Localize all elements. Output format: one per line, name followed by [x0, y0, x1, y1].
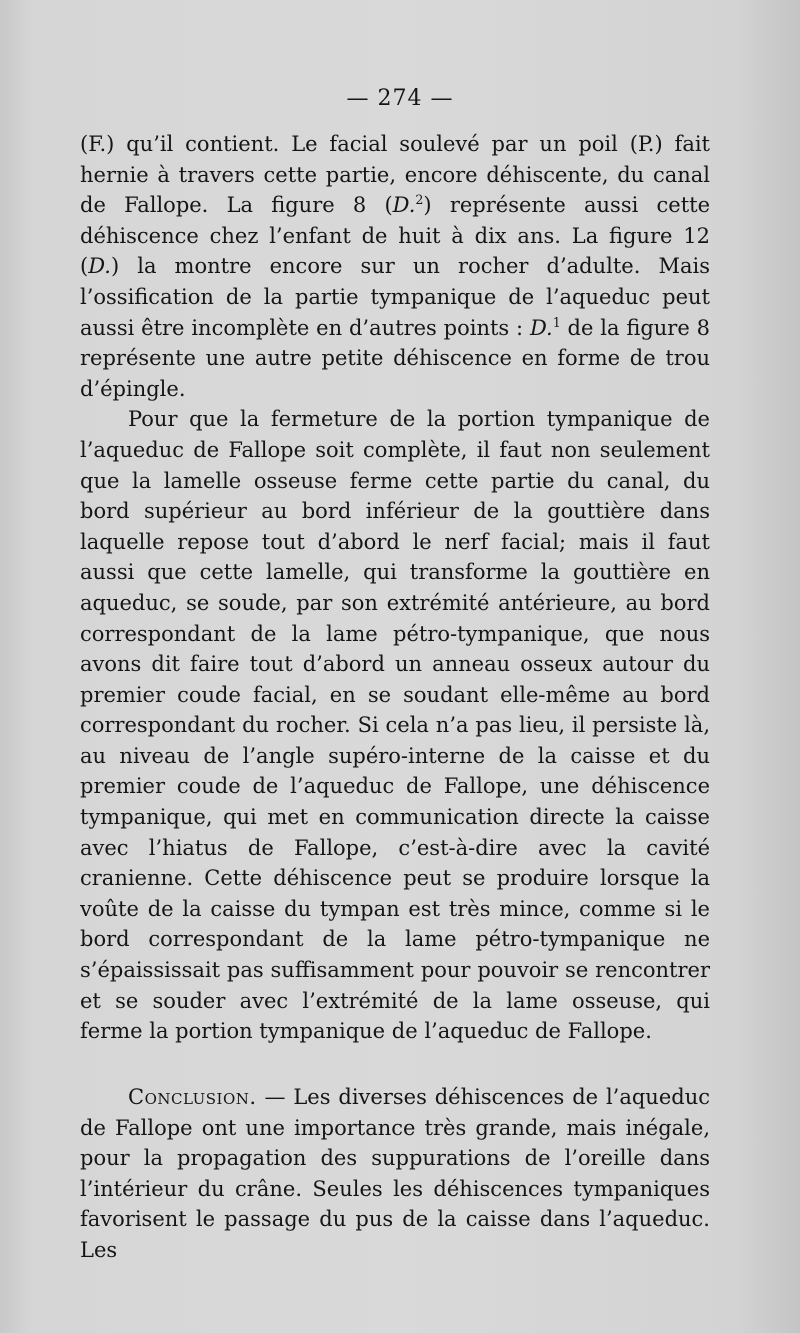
superscript-number: 1 — [552, 314, 561, 330]
figure-reference: D. — [529, 315, 553, 340]
figure-reference: D. — [88, 254, 111, 279]
conclusion-block — [80, 1082, 710, 1266]
main-text-block — [80, 129, 710, 1047]
figure-reference: D. — [392, 193, 416, 218]
text-run: — Les diverses déhiscences de l’aqueduc de Fallope ont une importance très grande, mais inégale, pour la propagation des suppurations de l’oreille dans l’intérieur du crâne. Seules les déhiscences tympaniques favorisent le passage du pus de la caisse dans l’aqueduc. Les — [80, 1085, 710, 1262]
paragraph-continuation — [80, 129, 710, 404]
text-run: ) la montre encore sur un rocher d’adulte. Mais l’ossification de la partie tympanique de l’aqueduc peut aussi être incomplète en d’autres points : — [80, 254, 710, 340]
text-run: ) représente aussi cette déhiscence chez l’enfant de huit à dix ans. La figure 12 ( — [80, 193, 711, 279]
text-run: (F.) qu’il contient. Le facial soulevé par un poil (P.) fait hernie à travers cette partie, encore déhiscente, du canal de Fallope. La figure 8 ( — [80, 132, 710, 218]
text-run: de la figure 8 représente une autre petite déhiscence en forme de trou d’épingle. — [80, 315, 710, 401]
page-number: — 274 — — [346, 86, 454, 111]
paragraph-fermeture: Pour que la fermeture de la portion tympanique de l’aqueduc de Fallope soit complète, il faut non seulement que la lamelle osseuse ferme cette partie du canal, du bord supérieur au bord inférieur de la gouttière dans laquelle repose tout d’abord le nerf facial; mais il faut aussi que cette lamelle, qui transforme la gouttière en aqueduc, se soude, par son extrémité antérieure, au bord correspondant de la lame pétro-tympanique, que nous avons dit faire tout d’abord un anneau osseux autour du premier coude facial, en se soudant elle-même au bord correspondant du rocher. Si cela n’a pas lieu, il persiste là, au niveau de l’angle supéro-interne de la caisse et du premier coude de l’aqueduc de Fallope, une déhiscence tympanique, qui met en communication directe la caisse avec l’hiatus de Fallope, c’est-à-dire avec la cavité cranienne. Cette déhiscence peut se produire lorsque la voûte de la caisse du tympan est très mince, comme si le bord correspondant de la lame pétro-tympanique ne s’épaississait pas suffisamment pour pouvoir se rencontrer et se souder avec l’extrémité de la lame osseuse, qui ferme la portion tympanique de l’aqueduc de Fallope. — [80, 407, 710, 1044]
paragraph-conclusion — [80, 1082, 710, 1266]
superscript-number: 2 — [415, 192, 424, 208]
conclusion-heading: Conclusion. — [128, 1085, 257, 1109]
